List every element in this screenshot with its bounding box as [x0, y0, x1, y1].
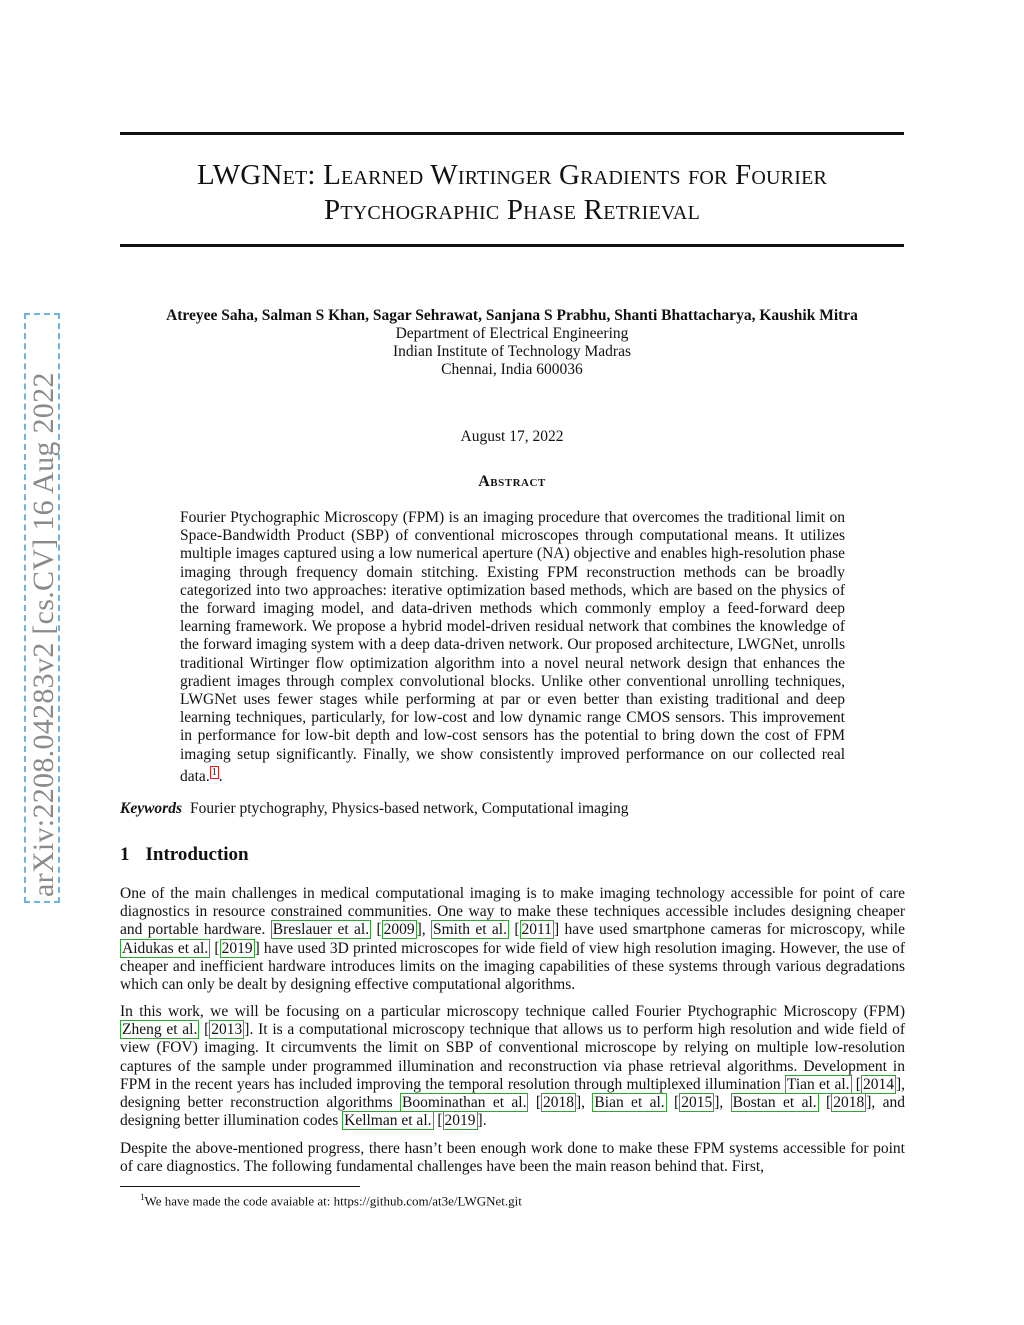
section-number: 1 [120, 844, 130, 865]
author-names: Atreyee Saha, Salman S Khan, Sagar Sehrawat, Sanjana S Prabhu, Shanti Bhattacharya, Kaushik Mitra [166, 307, 858, 324]
title-bottom-rule [120, 244, 904, 247]
citation-link[interactable]: Breslauer et al. [272, 921, 370, 939]
paper-title [120, 158, 904, 228]
section-heading-introduction [120, 844, 249, 866]
keywords-text: Fourier ptychography, Physics-based network, Computational imaging [190, 800, 629, 817]
citation-link[interactable]: Boominathan et al. [401, 1094, 527, 1112]
citation-link[interactable]: Bian et al. [594, 1094, 665, 1112]
citation-link[interactable]: Kellman et al. [344, 1112, 432, 1130]
arxiv-identifier-stamp: arXiv:2208.04283v2 [cs.CV] 16 Aug 2022 [24, 313, 60, 903]
text-run: ], and designing better illumination codes [120, 1094, 905, 1130]
text-run: ], designing better reconstruction algorithms [120, 1075, 905, 1112]
citation-link[interactable]: Smith et al. [433, 921, 507, 939]
citation-link[interactable]: Bostan et al. [732, 1094, 817, 1112]
footnote [140, 1192, 522, 1209]
author-location: Chennai, India 600036 [441, 361, 583, 378]
intro-paragraph-3: Despite the above-mentioned progress, there hasn’t been enough work done to make these FPM systems accessible for point of care diagnostics. The following fundamental challenges have been the main reason behind that. First, [120, 1140, 905, 1176]
citation-year-link[interactable]: 2015 [681, 1094, 713, 1112]
footnote-mark: 1 [140, 1192, 145, 1202]
text-run: One of the main challenges in medical computational imaging is to make imaging technology accessible for point of care diagnostics in resource constrained communities. One way to make these techniques accessible includes designing cheaper and portable hardware. [120, 885, 905, 939]
text-run: [ [818, 1094, 832, 1112]
citation-year-link[interactable]: 2014 [862, 1075, 894, 1093]
text-run: ], [416, 921, 431, 939]
author-department: Department of Electrical Engineering [395, 325, 629, 342]
citation-year-link[interactable]: 2018 [543, 1094, 575, 1112]
abstract-heading: Abstract [478, 473, 546, 490]
title-top-rule [120, 132, 904, 135]
author-institute: Indian Institute of Technology Madras [393, 343, 631, 360]
intro-paragraph-2 [120, 1003, 905, 1130]
author-block [80, 307, 944, 379]
citation-year-link[interactable]: 2019 [221, 939, 253, 957]
section-title: Introduction [145, 844, 249, 865]
title-line-1: LWGNet: Learned Wirtinger Gradients for Fourier [196, 159, 828, 191]
citation-year-link[interactable]: 2019 [444, 1112, 476, 1130]
paper-date: August 17, 2022 [460, 428, 564, 445]
text-run: ], [576, 1094, 593, 1112]
citation-link[interactable]: Aidukas et al. [122, 939, 209, 957]
citation-year-link[interactable]: 2011 [521, 921, 552, 939]
text-run: [ [199, 1021, 210, 1039]
footnote-text: We have made the code avaiable at: https://github.com/at3e/LWGNet.git [144, 1193, 522, 1209]
citation-link[interactable]: Zheng et al. [122, 1021, 198, 1039]
text-run: [ [508, 921, 520, 939]
text-run: [ [528, 1094, 542, 1112]
citation-link[interactable]: Tian et al. [786, 1075, 850, 1093]
keywords-label: Keywords [120, 800, 182, 817]
text-run: ]. It is a computational microscopy technique that allows us to perform high resolution and wide field of view (FOV) imaging. It circumvents the limit on SBP of conventional microscope by relying on multiple low-resolution captures of the sample under programmed illumination and reconstruction via phase retrieval algorithms. Development in FPM in the recent years has included improving the temporal resolution through multiplexed illumination [120, 1021, 905, 1093]
keywords-line [120, 800, 904, 818]
text-run: In this work, we will be focusing on a particular microscopy technique called Fourier Ptychographic Microscopy (FPM) [120, 1003, 905, 1020]
title-line-2: Ptychographic Phase Retrieval [324, 194, 700, 226]
footnote-rule [120, 1186, 360, 1187]
intro-paragraph-1 [120, 885, 905, 994]
text-run: ], [714, 1094, 731, 1112]
text-run: ] have used smartphone cameras for microscopy, while [553, 921, 905, 939]
footnote-link[interactable]: 1 [211, 766, 217, 778]
text-run: [ [210, 939, 220, 957]
abstract-text [180, 509, 845, 786]
text-run: ] have used 3D printed microscopes for wide field of view high resolution imaging. However, the use of cheaper and inefficient hardware introduces limits on the imaging capabilities of these systems through various degradations which can only be dealt by designing effective computational algorithms. [120, 939, 905, 994]
text-run: [ [666, 1094, 680, 1112]
citation-year-link[interactable]: 2018 [833, 1094, 865, 1112]
abstract-body: Fourier Ptychographic Microscopy (FPM) is an imaging procedure that overcomes the traditional limit on Space-Bandwidth Product (SBP) of conventional microscopes through computational means. It utilizes multiple images captured using a low numerical aperture (NA) objective and enables high-resolution phase imaging through frequency domain stitching. Existing FPM reconstruction methods can be broadly categorized into two approaches: iterative optimization based methods, which are based on the physics of the forward imaging model, and data-driven methods which commonly employ a feed-forward deep learning framework. We propose a hybrid model-driven residual network that combines the knowledge of the forward imaging system with a deep data-driven network. Our proposed architecture, LWGNet, unrolls traditional Wirtinger flow optimization algorithm into a novel neural network design that enhances the gradient images through complex convolutional blocks. Unlike other conventional unrolling techniques, LWGNet uses fewer stages while performing at par or even better than existing traditional and deep learning techniques, particularly, for low-cost and low dynamic range CMOS sensors. This improvement in performance for low-bit depth and low-cost sensors has the potential to bring down the cost of FPM imaging setup significantly. Finally, we show consistently improved performance on our collected real data. [180, 509, 845, 785]
citation-year-link[interactable]: 2013 [211, 1021, 243, 1039]
text-run: ]. [477, 1112, 487, 1130]
abstract-period: . [218, 768, 223, 785]
text-run: [ [371, 921, 382, 939]
text-run: [ [851, 1075, 861, 1093]
citation-year-link[interactable]: 2009 [383, 921, 415, 939]
text-run: [ [433, 1112, 443, 1130]
